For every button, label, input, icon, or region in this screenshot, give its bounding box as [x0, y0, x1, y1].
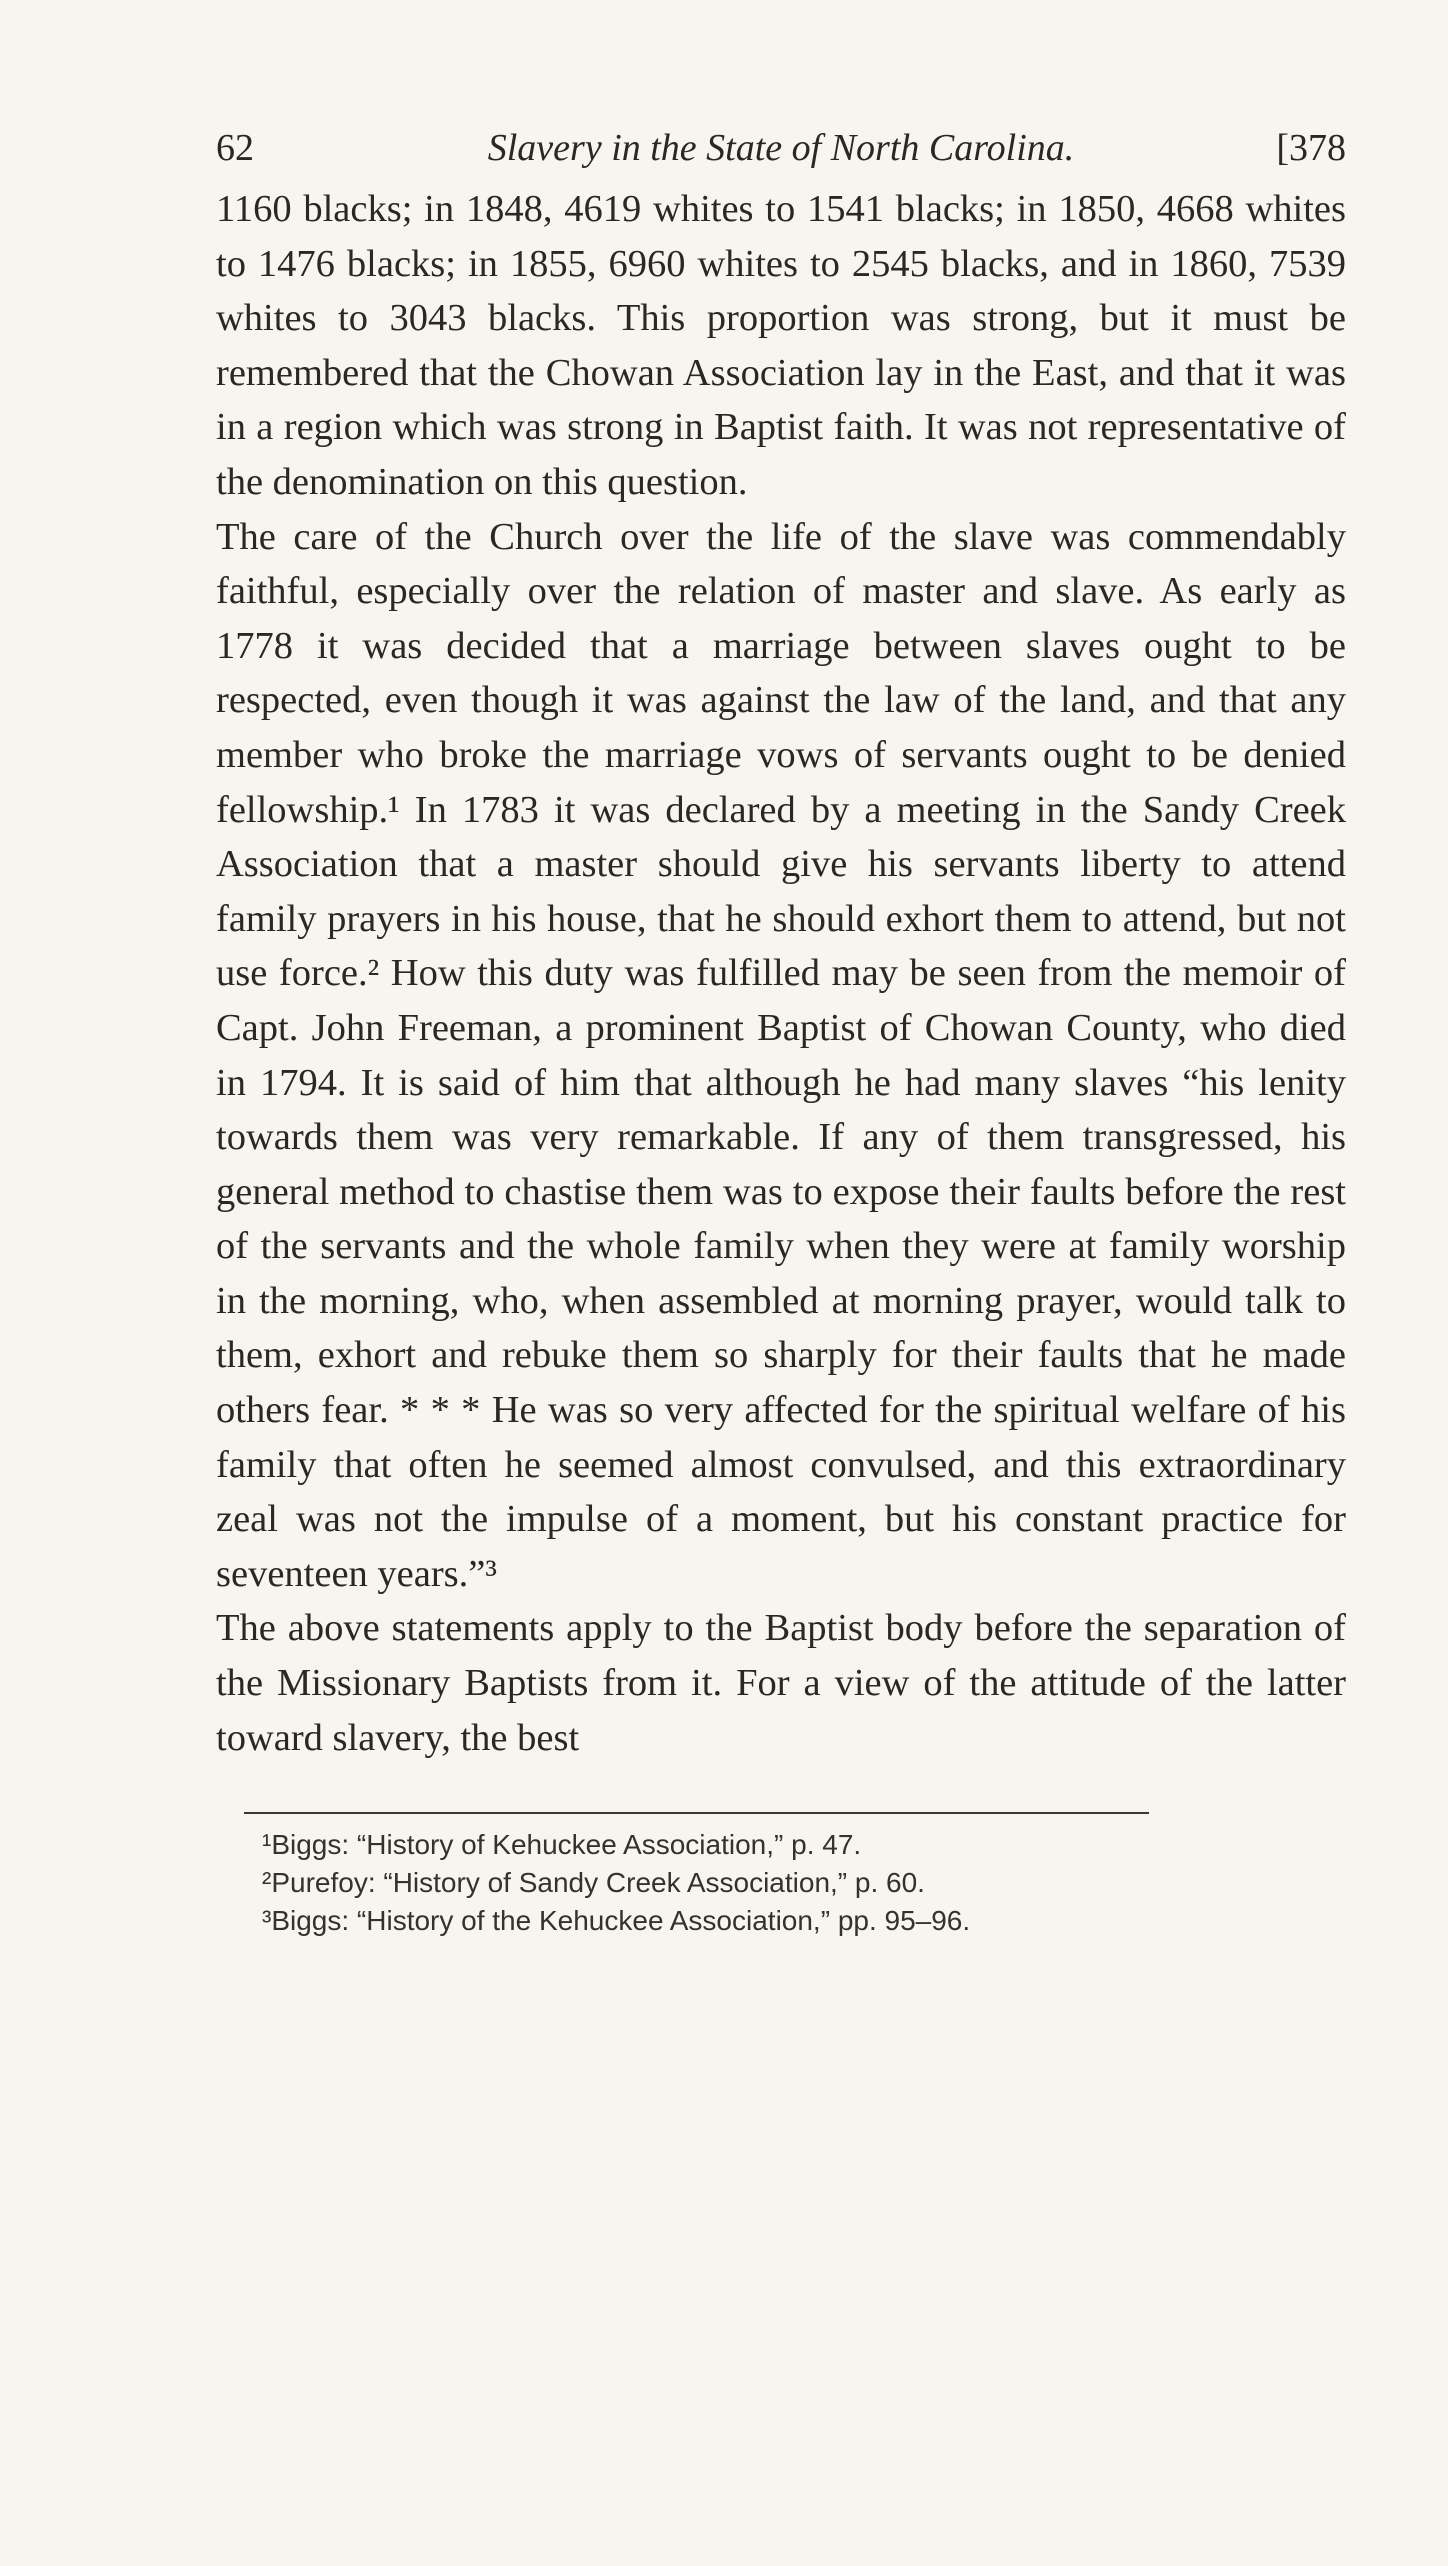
paragraph-1: 1160 blacks; in 1848, 4619 whites to 1541 blacks; in 1850, 4668 whites to 1476 blacks; in 1855, 6960 whites to 2545 blacks, and in 1860, 7539 whites to 3043 blacks. This proportion was strong, but it must be remembered that the Chowan Association lay in the East, and that it was in a region which was strong in Baptist faith. It was not representative of the denomination on this question.	[216, 188, 1346, 503]
footnote-1: ¹Biggs: “History of Kehuckee Association,” p. 47.	[262, 1829, 862, 1860]
footnotes	[262, 1826, 1342, 1940]
paragraph-2: The care of the Church over the life of the slave was commendably faithful, especially over the relation of master and slave. As early as 1778 it was decided that a marriage between slaves ought to be respected, even though it was against the law of the land, and that any member who broke the marriage vows of servants ought to be denied fellowship.¹ In 1783 it was declared by a meeting in the Sandy Creek Association that a master should give his servants liberty to attend family prayers in his house, that he should exhort them to attend, but not use force.² How this duty was fulfilled may be seen from the memoir of Capt. John Freeman, a prominent Baptist of Chowan County, who died in 1794. It is said of him that although he had many slaves “his lenity towards them was very remarkable. If any of them transgressed, his general method to chastise them was to expose their faults before the rest of the servants and the whole family when they were at family worship in the morning, who, when assembled at morning prayer, would talk to them, exhort and rebuke them so sharply for their faults that he made others fear. * * * He was so very affected for the spiritual welfare of his family that often he seemed almost convulsed, and this extraordinary zeal was not the impulse of a moment, but his constant practice for seventeen years.”³	[216, 515, 1346, 1595]
page-title: Slavery in the State of North Carolina.	[487, 127, 1075, 169]
footnote-3: ³Biggs: “History of the Kehuckee Association,” pp. 95–96.	[262, 1905, 971, 1936]
page-number: 62	[216, 127, 254, 169]
footnote-2: ²Purefoy: “History of Sandy Creek Association,” p. 60.	[262, 1867, 925, 1898]
paragraph-3: The above statements apply to the Baptist body before the separation of the Missionary Baptists from it. For a view of the attitude of the latter toward slavery, the best	[216, 1607, 1346, 1759]
original-page-reference: [378	[1276, 127, 1346, 169]
running-head	[216, 118, 1346, 178]
footnote-divider	[244, 1812, 1149, 1814]
body-text	[216, 182, 1346, 1765]
